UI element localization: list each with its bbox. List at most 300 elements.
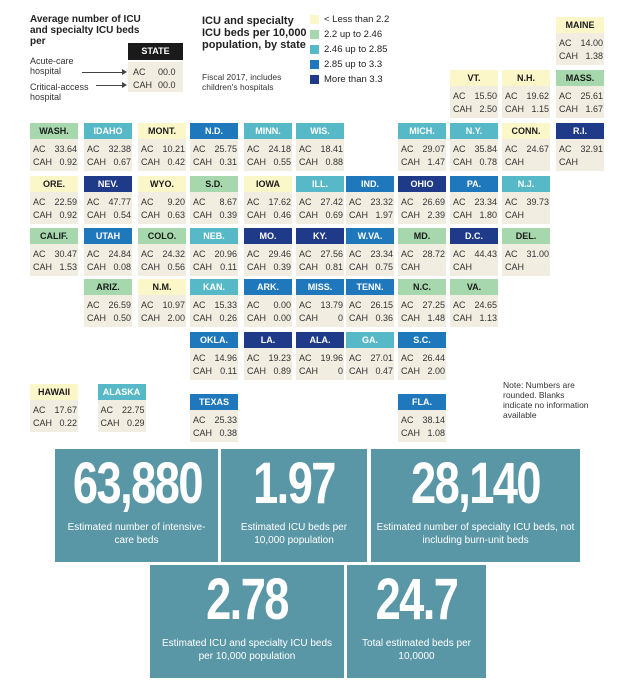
state-cah-code: CAH	[87, 313, 107, 323]
state-tile	[98, 384, 146, 432]
state-ac-value: 19.23	[268, 353, 291, 363]
state-name: VA.	[450, 279, 498, 295]
state-cah-code: CAH	[401, 262, 421, 272]
state-tile	[244, 123, 292, 171]
state-cah-value: 0.50	[113, 313, 131, 323]
state-ac-code: AC	[193, 353, 206, 363]
state-ac-value: 14.96	[214, 353, 237, 363]
state-name: ALASKA	[98, 384, 146, 400]
state-cah-code: CAH	[100, 418, 120, 428]
state-cah-code: CAH	[349, 262, 369, 272]
state-ac-code: AC	[349, 197, 362, 207]
state-tile	[398, 176, 446, 224]
state-ac-code: AC	[453, 197, 466, 207]
state-tile	[296, 279, 344, 327]
state-tile	[450, 176, 498, 224]
state-name: N.D.	[190, 123, 238, 139]
state-cah-code: CAH	[505, 262, 525, 272]
legend-label: 2.46 up to 2.85	[324, 44, 388, 55]
state-ac-value: 17.62	[268, 197, 291, 207]
state-cah-value: 0	[337, 313, 343, 323]
state-ac-code: AC	[401, 249, 414, 259]
state-cah-value: 0.55	[273, 157, 291, 167]
state-cah-value: 0.38	[219, 428, 237, 439]
state-cah-value: 1.48	[427, 313, 445, 323]
state-tile	[398, 123, 446, 171]
legend-swatch	[310, 60, 319, 69]
state-cah-code: CAH	[559, 104, 579, 114]
state-ac-code: AC	[505, 144, 518, 154]
state-ac-code: AC	[193, 197, 206, 207]
state-tile	[190, 279, 238, 327]
state-ac-value: 22.75	[121, 405, 145, 415]
key-critical-arrow-icon	[122, 82, 127, 88]
state-name: D.C.	[450, 228, 498, 244]
state-cah-value: 0.29	[126, 418, 145, 428]
state-name: IOWA	[244, 176, 292, 192]
state-ac-code: AC	[33, 144, 46, 154]
state-ac-code: AC	[87, 144, 100, 154]
fiscal-note: Fiscal 2017, includes children's hospitals	[202, 72, 282, 92]
state-tile	[84, 123, 132, 171]
state-tile	[190, 123, 238, 171]
state-ac-value: 8.67	[219, 197, 237, 207]
state-cah-value: 0.22	[59, 418, 77, 428]
rounding-note: Note: Numbers are rounded. Blanks indicate no information available	[503, 380, 589, 420]
state-ac-code: AC	[349, 300, 362, 310]
state-cah-code: CAH	[193, 313, 213, 323]
state-ac-value: 22.59	[54, 197, 77, 207]
state-name: FLA.	[398, 394, 446, 410]
state-ac-value: 29.46	[268, 249, 291, 259]
state-tile	[244, 279, 292, 327]
state-name: MASS.	[556, 70, 604, 86]
state-ac-value: 27.42	[320, 197, 343, 207]
state-cah-value: 1.47	[427, 157, 445, 167]
state-ac-value: 38.14	[422, 415, 445, 426]
state-tile	[138, 279, 186, 327]
state-ac-code: AC	[87, 300, 100, 310]
legend-item	[310, 14, 430, 26]
state-ac-value: 25.61	[580, 91, 603, 101]
state-name: ARK.	[244, 279, 292, 295]
key-critical-pointer	[96, 85, 123, 86]
state-ac-code: AC	[193, 415, 206, 426]
state-ac-code: AC	[559, 91, 572, 101]
state-cah-value: 0.00	[273, 313, 291, 323]
state-name: WASH.	[30, 123, 78, 139]
state-cah-value: 0.78	[479, 157, 497, 167]
state-cah-code: CAH	[349, 313, 369, 323]
state-name: IDAHO	[84, 123, 132, 139]
legend-label: < Less than 2.2	[324, 14, 390, 25]
state-cah-code: CAH	[33, 157, 53, 167]
state-name: WIS.	[296, 123, 344, 139]
state-ac-code: AC	[505, 197, 518, 207]
state-cah-code: CAH	[299, 262, 319, 272]
state-cah-value: 2.39	[427, 210, 445, 220]
legend-swatch	[310, 15, 319, 24]
state-tile	[502, 70, 550, 118]
state-tile	[190, 332, 238, 380]
state-ac-code: AC	[193, 249, 206, 259]
state-cah-code: CAH	[141, 210, 161, 220]
state-cah-code: CAH	[505, 210, 525, 220]
legend-label: More than 3.3	[324, 74, 383, 85]
state-ac-code: AC	[401, 353, 414, 363]
legend-label: 2.85 up to 3.3	[324, 59, 383, 70]
state-ac-value: 19.96	[320, 353, 343, 363]
state-cah-value: 1.08	[427, 428, 445, 439]
state-ac-value: 10.97	[162, 300, 185, 310]
state-tile	[398, 228, 446, 276]
state-name: MINN.	[244, 123, 292, 139]
state-tile	[190, 394, 238, 442]
state-cah-value: 0.11	[220, 262, 237, 272]
state-name: NEB.	[190, 228, 238, 244]
state-name: W.VA.	[346, 228, 394, 244]
state-ac-value: 13.79	[320, 300, 343, 310]
state-ac-code: AC	[349, 249, 362, 259]
stat-box	[150, 565, 344, 678]
state-cah-value: 1.67	[585, 104, 603, 114]
state-ac-value: 27.01	[370, 353, 393, 363]
state-cah-value: 0.39	[219, 210, 237, 220]
key-acute-pointer	[82, 72, 123, 73]
state-ac-code: AC	[247, 144, 260, 154]
state-tile	[398, 279, 446, 327]
state-name: N.J.	[502, 176, 550, 192]
state-cah-code: CAH	[87, 262, 107, 272]
state-ac-value: 26.59	[108, 300, 131, 310]
state-ac-value: 25.33	[214, 415, 237, 426]
state-cah-code: CAH	[141, 262, 161, 272]
state-cah-code: CAH	[505, 157, 525, 167]
state-tile	[450, 123, 498, 171]
state-cah-code: CAH	[193, 210, 213, 220]
state-cah-code: CAH	[401, 313, 421, 323]
state-ac-value: 32.38	[108, 144, 131, 154]
state-name: NEV.	[84, 176, 132, 192]
state-name: HAWAII	[30, 384, 78, 400]
state-cah-code: CAH	[453, 262, 473, 272]
state-cah-value: 0.88	[325, 157, 343, 167]
legend-label: 2.2 up to 2.46	[324, 29, 383, 40]
state-ac-code: AC	[247, 300, 260, 310]
state-tile	[450, 228, 498, 276]
state-name: MONT.	[138, 123, 186, 139]
state-ac-value: 15.33	[214, 300, 237, 310]
state-cah-code: CAH	[299, 210, 319, 220]
state-cah-value: 1.38	[585, 51, 603, 61]
state-cah-code: CAH	[453, 157, 473, 167]
state-cah-value: 0.08	[113, 262, 131, 272]
state-ac-value: 24.67	[526, 144, 549, 154]
state-ac-value: 25.75	[214, 144, 237, 154]
state-tile	[296, 123, 344, 171]
state-cah-code: CAH	[33, 262, 53, 272]
state-ac-code: AC	[559, 144, 572, 154]
state-tile	[84, 228, 132, 276]
state-name: ARIZ.	[84, 279, 132, 295]
state-ac-value: 29.07	[422, 144, 445, 154]
state-tile	[346, 332, 394, 380]
state-ac-code: AC	[100, 405, 114, 415]
state-name: MAINE	[556, 17, 604, 33]
stat-box	[221, 449, 367, 562]
state-name: MD.	[398, 228, 446, 244]
state-ac-code: AC	[141, 197, 154, 207]
state-tile	[502, 228, 550, 276]
state-name: LA.	[244, 332, 292, 348]
state-ac-code: AC	[141, 144, 154, 154]
state-tile	[346, 279, 394, 327]
state-ac-value: 23.32	[370, 197, 393, 207]
state-ac-value: 26.15	[370, 300, 393, 310]
state-cah-value: 0.39	[273, 262, 291, 272]
state-ac-code: AC	[141, 249, 154, 259]
state-ac-code: AC	[33, 405, 46, 415]
state-cah-code: CAH	[453, 104, 473, 114]
stat-box	[371, 449, 580, 562]
state-name: ORE.	[30, 176, 78, 192]
state-cah-code: CAH	[247, 210, 267, 220]
state-ac-code: AC	[33, 249, 46, 259]
state-cah-code: CAH	[193, 157, 213, 167]
stat-caption: Estimated ICU beds per 10,000 population	[240, 522, 348, 546]
state-tile	[244, 176, 292, 224]
state-ac-value: 31.00	[526, 249, 549, 259]
key-state-label: STATE	[128, 43, 183, 60]
state-tile	[398, 394, 446, 442]
state-cah-code: CAH	[33, 210, 53, 220]
state-tile	[502, 176, 550, 224]
state-tile	[502, 123, 550, 171]
state-name: VT.	[450, 70, 498, 86]
state-cah-value: 1.15	[531, 104, 549, 114]
state-cah-value: 0.11	[220, 366, 237, 376]
state-ac-value: 44.43	[474, 249, 497, 259]
state-name: S.D.	[190, 176, 238, 192]
key-cah-code: CAH	[133, 80, 153, 90]
state-tile	[30, 384, 78, 432]
state-name: UTAH	[84, 228, 132, 244]
legend-item	[310, 29, 430, 41]
key-ac-value: 00.0	[158, 67, 176, 77]
state-tile	[244, 332, 292, 380]
state-cah-code: CAH	[505, 104, 525, 114]
map-title: ICU and specialty ICU beds per 10,000 population, by state	[202, 15, 307, 51]
state-cah-code: CAH	[141, 313, 161, 323]
state-ac-code: AC	[299, 144, 312, 154]
state-ac-value: 33.64	[54, 144, 77, 154]
state-ac-code: AC	[193, 144, 206, 154]
state-ac-code: AC	[299, 353, 312, 363]
state-ac-value: 23.34	[474, 197, 497, 207]
key-cah-value: 00.0	[158, 80, 176, 90]
state-cah-value: 2.00	[427, 366, 445, 376]
state-cah-code: CAH	[299, 313, 319, 323]
state-tile	[138, 228, 186, 276]
state-cah-code: CAH	[247, 157, 267, 167]
state-cah-value: 0.46	[273, 210, 291, 220]
state-cah-code: CAH	[193, 366, 213, 376]
stat-caption: Total estimated beds per 10,0000	[362, 638, 471, 662]
state-tile	[346, 228, 394, 276]
state-cah-code: CAH	[193, 262, 213, 272]
state-ac-code: AC	[505, 91, 518, 101]
state-ac-value: 24.32	[162, 249, 185, 259]
state-cah-value: 0.31	[219, 157, 237, 167]
legend-item	[310, 44, 430, 56]
stat-caption: Estimated ICU and specialty ICU beds per 10,000 population	[161, 638, 333, 662]
state-name: R.I.	[556, 123, 604, 139]
state-cah-value: 0.75	[375, 262, 393, 272]
stat-caption: Estimated number of intensive-care beds	[67, 522, 206, 546]
state-ac-value: 9.20	[167, 197, 185, 207]
state-cah-value: 1.80	[479, 210, 497, 220]
state-cah-code: CAH	[401, 157, 421, 167]
state-ac-code: AC	[401, 197, 414, 207]
state-ac-value: 17.67	[54, 405, 77, 415]
state-ac-code: AC	[87, 249, 100, 259]
state-tile	[556, 70, 604, 118]
state-cah-value: 0.42	[167, 157, 185, 167]
state-name: CONN.	[502, 123, 550, 139]
state-cah-value: 0.56	[167, 262, 185, 272]
state-cah-value: 0.63	[167, 210, 185, 220]
state-ac-code: AC	[559, 38, 572, 48]
state-cah-value: 0.36	[375, 313, 393, 323]
state-cah-value: 1.53	[59, 262, 77, 272]
state-ac-code: AC	[453, 91, 466, 101]
state-cah-code: CAH	[87, 157, 107, 167]
state-cah-code: CAH	[453, 210, 473, 220]
state-name: N.C.	[398, 279, 446, 295]
state-name: MISS.	[296, 279, 344, 295]
state-name: MICH.	[398, 123, 446, 139]
state-ac-value: 0.00	[273, 300, 291, 310]
state-cah-value: 0.54	[113, 210, 131, 220]
state-ac-value: 24.65	[474, 300, 497, 310]
legend-swatch	[310, 30, 319, 39]
state-ac-code: AC	[453, 144, 466, 154]
state-name: ALA.	[296, 332, 344, 348]
legend-item	[310, 74, 430, 86]
state-cah-code: CAH	[33, 418, 53, 428]
state-name: PA.	[450, 176, 498, 192]
state-tile	[244, 228, 292, 276]
state-name: N.Y.	[450, 123, 498, 139]
state-ac-code: AC	[453, 300, 466, 310]
state-cah-code: CAH	[559, 157, 579, 167]
state-ac-value: 27.25	[422, 300, 445, 310]
state-name: TEXAS	[190, 394, 238, 410]
state-tile	[450, 70, 498, 118]
state-cah-value: 1.97	[375, 210, 393, 220]
state-ac-value: 24.84	[108, 249, 131, 259]
state-name: S.C.	[398, 332, 446, 348]
state-cah-value: 0.47	[375, 366, 393, 376]
state-tile	[30, 176, 78, 224]
state-cah-value: 0.92	[59, 157, 77, 167]
stat-caption: Estimated number of specialty ICU beds, not including burn-unit beds	[376, 522, 575, 546]
state-ac-value: 24.18	[268, 144, 291, 154]
state-tile	[30, 228, 78, 276]
state-tile	[398, 332, 446, 380]
key-critical-label: Critical-access hospital	[30, 82, 89, 102]
state-tile	[84, 176, 132, 224]
state-cah-code: CAH	[349, 366, 369, 376]
state-ac-code: AC	[505, 249, 518, 259]
state-ac-value: 20.96	[214, 249, 237, 259]
state-cah-value: 1.13	[479, 313, 497, 323]
state-ac-code: AC	[349, 353, 362, 363]
state-name: KAN.	[190, 279, 238, 295]
state-ac-value: 30.47	[54, 249, 77, 259]
key-acute-arrow-icon	[122, 69, 127, 75]
state-cah-code: CAH	[247, 366, 267, 376]
state-ac-code: AC	[401, 144, 414, 154]
state-ac-code: AC	[33, 197, 46, 207]
state-name: KY.	[296, 228, 344, 244]
state-ac-value: 39.73	[526, 197, 549, 207]
state-name: ILL.	[296, 176, 344, 192]
state-ac-value: 26.69	[422, 197, 445, 207]
state-cah-value: 0.69	[325, 210, 343, 220]
state-ac-value: 27.56	[320, 249, 343, 259]
state-tile	[296, 332, 344, 380]
state-cah-value: 2.00	[167, 313, 185, 323]
state-cah-code: CAH	[401, 366, 421, 376]
state-cah-code: CAH	[559, 51, 579, 61]
key-acute-label: Acute-care hospital	[30, 56, 74, 76]
state-ac-code: AC	[299, 249, 312, 259]
state-cah-value: 2.50	[479, 104, 497, 114]
key-title: Average number of ICU and specialty ICU beds per	[30, 14, 141, 47]
state-name: OHIO	[398, 176, 446, 192]
legend-item	[310, 59, 430, 71]
state-ac-code: AC	[453, 249, 466, 259]
state-cah-value: 0	[337, 366, 343, 376]
state-cah-code: CAH	[299, 366, 319, 376]
state-cah-code: CAH	[141, 157, 161, 167]
state-ac-code: AC	[247, 249, 260, 259]
state-tile	[450, 279, 498, 327]
state-ac-value: 18.41	[320, 144, 343, 154]
state-tile	[138, 176, 186, 224]
state-name: COLO.	[138, 228, 186, 244]
state-ac-value: 14.00	[580, 38, 603, 48]
stat-box	[347, 565, 486, 678]
state-ac-value: 23.34	[370, 249, 393, 259]
state-cah-code: CAH	[401, 210, 421, 220]
state-name: DEL.	[502, 228, 550, 244]
state-tile	[190, 228, 238, 276]
state-cah-code: CAH	[247, 313, 267, 323]
state-ac-value: 32.91	[580, 144, 603, 154]
stat-value: 1.97	[253, 451, 335, 516]
state-tile	[346, 176, 394, 224]
stat-value: 24.7	[375, 567, 458, 632]
state-ac-code: AC	[401, 300, 414, 310]
state-cah-code: CAH	[87, 210, 107, 220]
state-tile	[84, 279, 132, 327]
state-ac-value: 28.72	[422, 249, 445, 259]
state-name: OKLA.	[190, 332, 238, 348]
stat-box	[55, 449, 218, 562]
state-tile	[190, 176, 238, 224]
